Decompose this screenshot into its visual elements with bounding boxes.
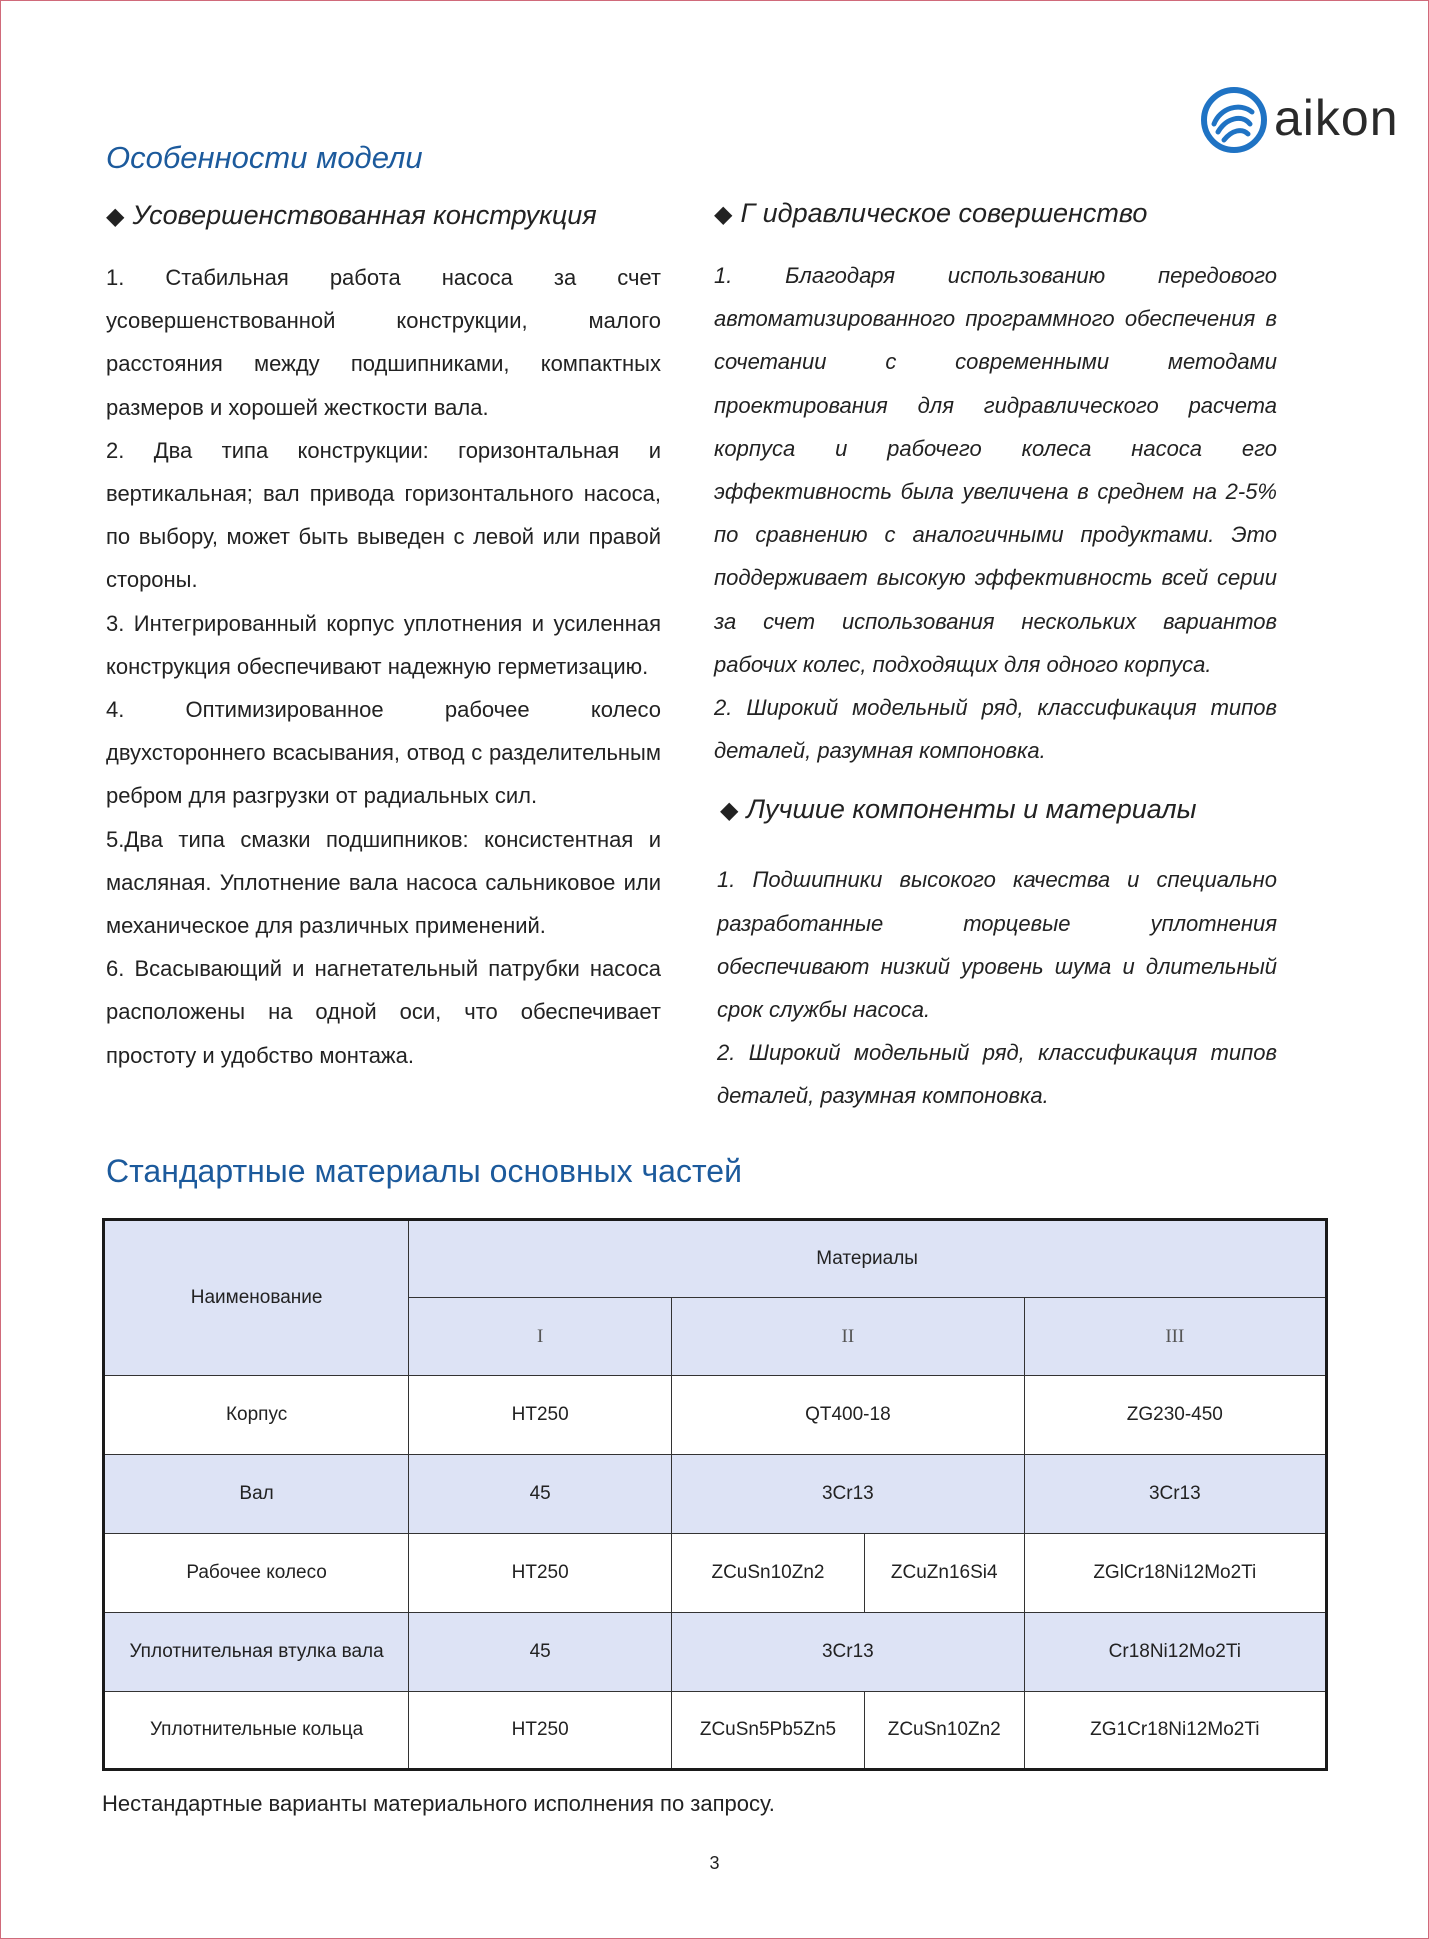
cell: Cr18Ni12Mo2Ti [1024, 1613, 1326, 1692]
header-col-2: II [672, 1298, 1025, 1376]
aikon-logo [1200, 80, 1399, 160]
materials-footnote: Нестандартные варианты материального исполнения по запросу. [102, 1791, 775, 1816]
aikon-logo-icon [1200, 86, 1268, 154]
construction-item: 1. Стабильная работа насоса за счет усовершенствованной конструкции, малого расстояния между подшипниками, компактных размеров и хорошей жесткости вала. [106, 265, 661, 420]
table-row [104, 1455, 1327, 1534]
components-heading: ◆ Лучшие компоненты и материалы [720, 794, 1197, 825]
table-header-row [104, 1220, 1327, 1298]
cell: ZG1Cr18Ni12Mo2Ti [1024, 1692, 1326, 1770]
features-title: Особенности модели [106, 140, 423, 175]
table-row [104, 1613, 1327, 1692]
materials-table [102, 1218, 1328, 1771]
row-name: Уплотнительная втулка вала [104, 1613, 409, 1692]
materials-title: Стандартные материалы основных частей [106, 1153, 742, 1189]
cell: 3Cr13 [1024, 1455, 1326, 1534]
construction-item: 2. Два типа конструкции: горизонтальная и вертикальная; вал привода горизонтального насоса, по выбору, может быть выведен с левой или правой стороны. [106, 437, 661, 593]
row-name: Уплотнительные кольца [104, 1692, 409, 1770]
table-row [104, 1692, 1327, 1770]
cell: HT250 [409, 1692, 672, 1770]
construction-item: 6. Всасывающий и нагнетательный патрубки насоса расположены на одной оси, что обеспечивает простоту и удобство монтажа. [106, 956, 661, 1068]
components-item: 1. Подшипники высокого качества и специально разработанные торцевые уплотнения обеспечивают низкий уровень шума и длительный срок службы насоса. [717, 867, 1277, 1023]
page-number: 3 [709, 1853, 720, 1873]
cell: ZCuZn16Si4 [864, 1534, 1024, 1613]
table-row [104, 1376, 1327, 1455]
row-name: Вал [104, 1455, 409, 1534]
cell: 45 [409, 1613, 672, 1692]
components-item: 2. Широкий модельный ряд, классификация типов деталей, разумная компоновка. [717, 1040, 1277, 1109]
logo-text: aikon [1274, 90, 1399, 146]
cell: QT400-18 [672, 1376, 1025, 1455]
cell: 45 [409, 1455, 672, 1534]
row-name: Корпус [104, 1376, 409, 1455]
hydraulic-item: 1. Благодаря использованию передового автоматизированного программного обеспечения в сочетании с современными методами проектирования для гидравлического расчета корпуса и рабочего колеса насоса его эффективность была увеличена в среднем на 2-5% по сравнению с аналогичными продуктами. Это поддерживает высокую эффективность всей серии за счет использования нескольких вариантов рабочих колес, подходящих для одного корпуса. [714, 263, 1277, 677]
diamond-icon: ◆ [714, 201, 733, 228]
diamond-icon: ◆ [106, 203, 125, 230]
construction-item: 3. Интегрированный корпус уплотнения и усиленная конструкция обеспечивают надежную герметизацию. [106, 610, 661, 679]
construction-item: 5.Два типа смазки подшипников: консистентная и масляная. Уплотнение вала насоса сальниковое или механическое для различных применений. [106, 826, 661, 939]
cell: 3Cr13 [672, 1613, 1025, 1692]
cell: HT250 [409, 1376, 672, 1455]
construction-column [106, 190, 661, 1077]
table-row [104, 1534, 1327, 1613]
hydraulic-column [714, 188, 1277, 1118]
cell: ZCuSn10Zn2 [864, 1692, 1024, 1770]
cell: ZCuSn10Zn2 [672, 1534, 865, 1613]
construction-item: 4. Оптимизированное рабочее колесо двухстороннего всасывания, отвод с разделительным ребром для разгрузки от радиальных сил. [106, 697, 661, 809]
cell: ZCuSn5Pb5Zn5 [672, 1692, 865, 1770]
header-col-3: III [1024, 1298, 1326, 1376]
row-name: Рабочее колесо [104, 1534, 409, 1613]
hydraulic-item: 2. Широкий модельный ряд, классификация типов деталей, разумная компоновка. [714, 695, 1277, 764]
cell: HT250 [409, 1534, 672, 1613]
cell: ZG230-450 [1024, 1376, 1326, 1455]
header-name: Наименование [104, 1220, 409, 1376]
hydraulic-heading: ◆ Г идравлическое совершенство [714, 198, 1148, 228]
construction-heading: ◆ Усовершенствованная конструкция [106, 200, 597, 230]
header-col-1: I [409, 1298, 672, 1376]
cell: ZGlCr18Ni12Mo2Ti [1024, 1534, 1326, 1613]
diamond-icon: ◆ [720, 797, 739, 825]
header-materials: Материалы [409, 1220, 1327, 1298]
cell: 3Cr13 [672, 1455, 1025, 1534]
